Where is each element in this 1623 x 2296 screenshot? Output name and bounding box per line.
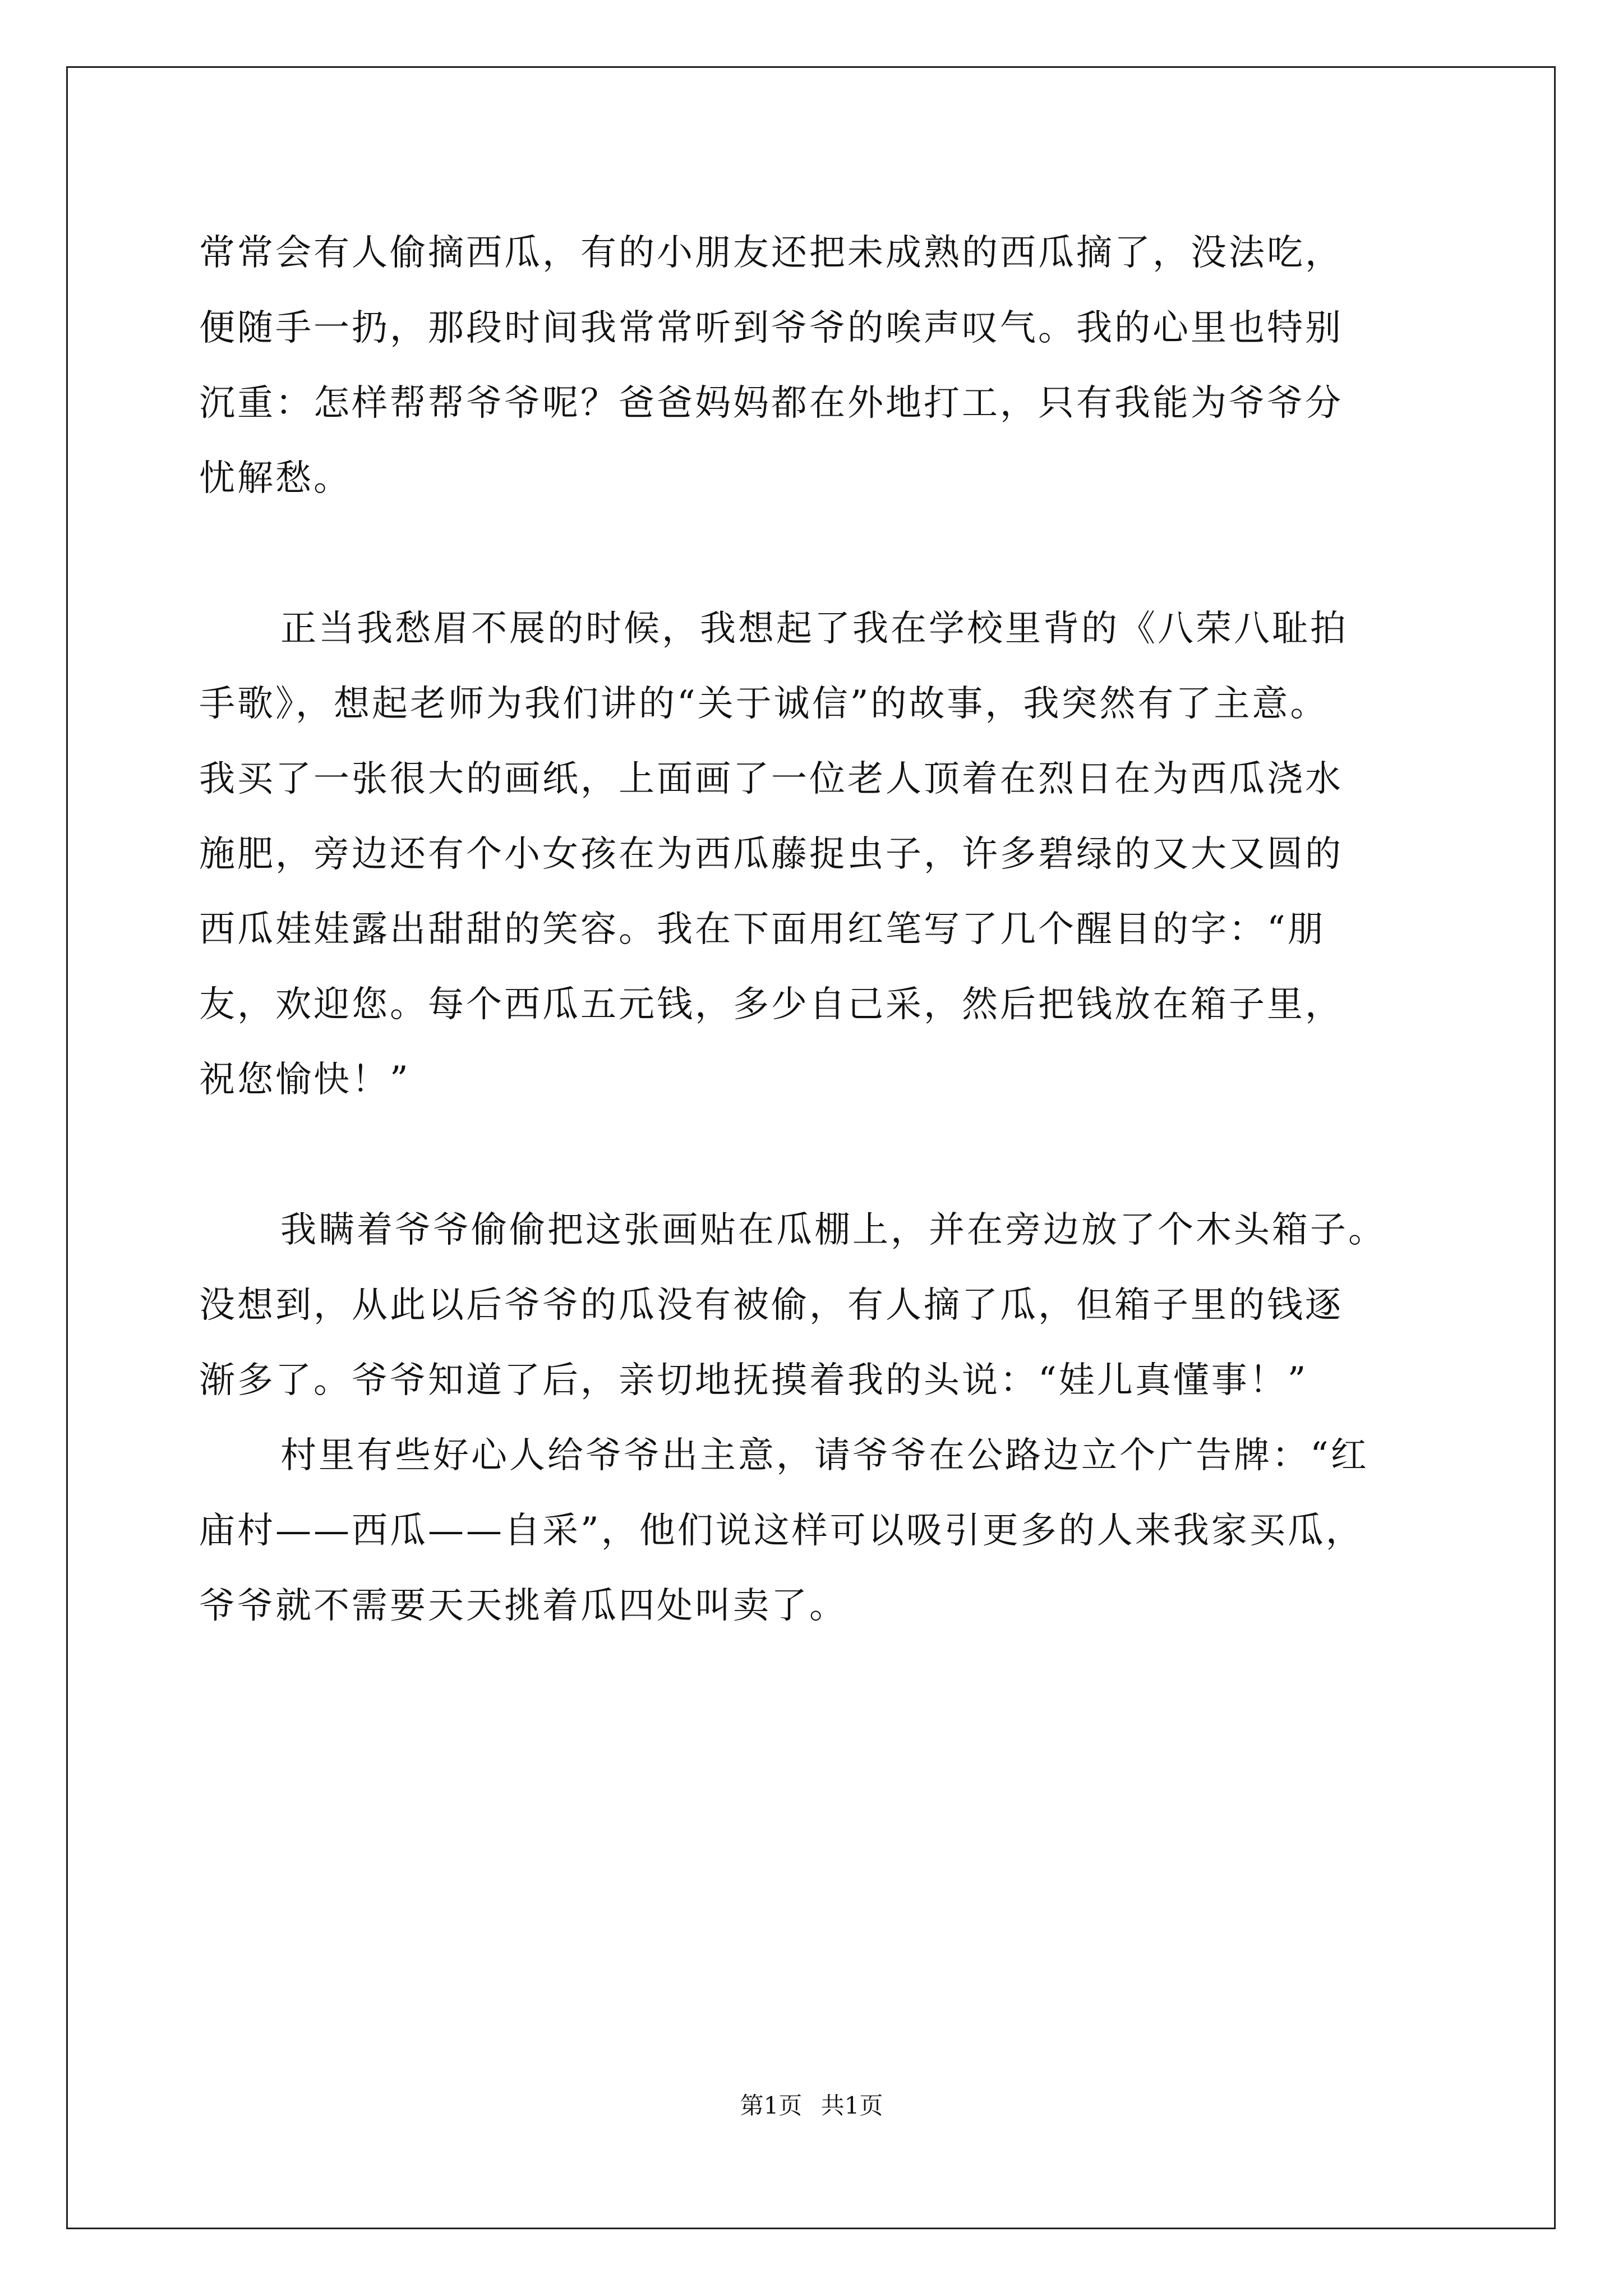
paragraph-first-line: 村里有些好心人给爷爷出主意，请爷爷在公路边立个广告牌：“红 (280, 1435, 1369, 1476)
body-line: 手歌》，想起老师为我们讲的“关于诚信”的故事，我突然有了主意。 (199, 683, 1329, 725)
body-line: 忧解愁。 (199, 458, 352, 499)
body-line: 庙村——西瓜——自采”，他们说这样可以吸引更多的人来我家买瓜， (199, 1510, 1364, 1552)
body-line: 常常会有人偷摘西瓜，有的小朋友还把未成熟的西瓜摘了，没法吃， (199, 232, 1343, 274)
body-line: 祝您愉快！” (199, 1059, 411, 1101)
body-line: 友，欢迎您。每个西瓜五元钱，多少自己采，然后把钱放在箱子里， (199, 984, 1343, 1025)
body-line: 爷爷就不需要天天挑着瓜四处叫卖了。 (199, 1585, 847, 1627)
body-line: 施肥，旁边还有个小女孩在为西瓜藤捉虫子，许多碧绿的又大又圆的 (199, 834, 1343, 875)
paragraph-first-line: 正当我愁眉不展的时候，我想起了我在学校里背的《八荣八耻拍 (280, 608, 1348, 650)
body-line: 我买了一张很大的画纸，上面画了一位老人顶着在烈日在为西瓜浇水 (199, 758, 1343, 800)
page-total: 共1页 (820, 2092, 883, 2119)
page-number: 第1页 (740, 2092, 803, 2119)
page-footer (0, 2090, 1623, 2122)
body-line: 没想到，从此以后爷爷的瓜没有被偷，有人摘了瓜，但箱子里的钱逐 (199, 1285, 1343, 1326)
paragraph-first-line: 我瞒着爷爷偷偷把这张画贴在瓜棚上，并在旁边放了个木头箱子。 (280, 1209, 1386, 1251)
body-line: 沉重：怎样帮帮爷爷呢？爸爸妈妈都在外地打工，只有我能为爷爷分 (199, 383, 1343, 424)
body-line: 西瓜娃娃露出甜甜的笑容。我在下面用红笔写了几个醒目的字：“朋 (199, 909, 1326, 950)
body-line: 渐多了。爷爷知道了后，亲切地抚摸着我的头说：“娃儿真懂事！” (199, 1360, 1308, 1401)
body-line: 便随手一扔，那段时间我常常听到爷爷的唉声叹气。我的心里也特别 (199, 307, 1343, 349)
